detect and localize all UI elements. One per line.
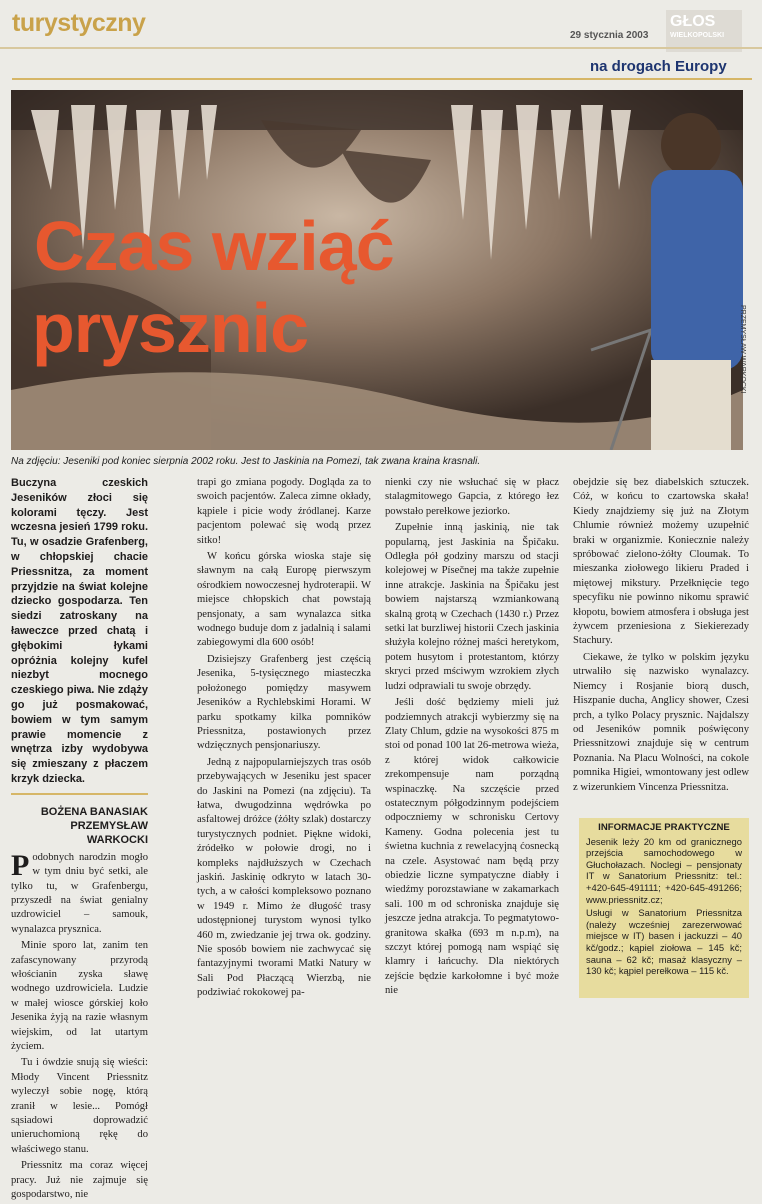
paragraph: Dzisiejszy Grafenberg jest częścią Jesenika, 5-tysięcznego miasteczka położonego pomiędzy masywem Jeseników a Rychlebskimi Horami. W parku spotkamy kilka pomników Priessnitza, postawionych przez wdzięcznych pensjonariuszy. — [197, 653, 371, 752]
paragraph: Jeśli dość będziemy mieli już podziemnych atrakcji wybierzmy się na Zlaty Chlum, gdzie na wysokości 875 m stoi od ponad 100 lat 26-metrowa wieża, z której widok całkowicie zrekompensuje nam porządną wspinaczkę. Na szczęście przed ostatecznym półgodzinnym podejściem odpoczniemy w schronisku Certovy Kameny. Godna polecenia jest tu świetna kuchnia z rewelacyjną ćosnecką na czele. Asystować nam będą przy obiedzie liczne sympatyczne diabły i wiedźmy porozstawiane w zakamarkach sali. 100 m od schroniska znajduje się jeszcze jedna atrakcja. To pegmatytowo-granitowa skałka (693 m n.p.m), na szczyt której pomogą nam wspiąć się klamry i łańcuchy. Dla niektórych zejście będzie karkołomne i być może nie — [385, 697, 559, 997]
paragraph: Jedną z najpopularniejszych tras osób przebywających w Jeseniku jest spacer do Jaskini na Pomezi (na zdjęciu). Ta łatwa, dwugodzinna wędrówka po asfaltowej dróżce (żółty szlak) dostarczy turystycznych podniet. Piękne widoki, źródełko w połowie drogi, no i kompleks najdłuższych w Czechach jaskiń. Jaskinię odkryto w latach 30-tych, a w całości kompleksowo poznano w 1949 r. Mimo że długość trasy udostępnionej turystom wynosi tylko 460 m, zwiedzanie jej trwa ok. godziny. Nie sposób bowiem nie zachwycać się fantazyjnymi tworami Matki Natury w Sali Pod Płaczącą Wierzbą, nie podziwiać rokokowej pa- — [197, 756, 371, 999]
practical-info-box — [579, 818, 749, 998]
photo-credit: PRZEMYSŁAW WARKOCKI — [739, 305, 746, 394]
info-paragraph: Usługi w Sanatorium Priessnitza (należy wcześniej zarezerwować miejsce w IT) basen i jackuzzi – 40 kč/godz.; kąpiel ziołowa – 145 kč; sauna – 62 kč; masaż klasyczny – 130 kč; kąpiel perełkowa – 115 kč. — [586, 907, 742, 977]
paragraph: obejdzie się bez diabelskich sztuczek. Cóż, w końcu to czartowska skała! Kiedy znajdziemy się już na Złotym Chlumie również możemy uzupełnić braki w organizmie. Koniecznie należy spróbować zielono-żółty Cloumak. To mieszanka ziołowego likieru Praded i miętowej mikstury. Przełknięcie tego specyfiku nie powinno nikomu sprawić kłopotu, bowiem atmosfera i obsługa jest żywcem przeniesiona z Siekierezady Stachury. — [573, 477, 749, 647]
logo-text: GŁOS — [670, 13, 716, 30]
paragraph-text: odobnych narodzin mogło w tym dniu być setki, ale tylko tu, w Grafenbergu, przyszedł na świat genialny uzdrowiciel – samouk, wynalazca prysznica. — [11, 851, 148, 935]
header-rule — [0, 47, 762, 49]
article-column-2 — [197, 476, 371, 1003]
paragraph: trapi go zmiana pogody. Dogląda za to swoich pacjentów. Zaleca zimne okłady, kąpiele i picie wody źródlanej. Karze pacjentom polewać się wodą przez sitko! — [197, 477, 371, 546]
headline-line-1: Czas wziąć — [34, 207, 394, 285]
kicker: na drogach Europy — [590, 58, 727, 75]
paragraph: Minie sporo lat, zanim ten zafascynowany przyrodą włościanin zyska sławę wodnego uzdrowiciela. Ludzie w małej wiosce górskiej koło Jesenika żyją na razie własnym wiejskim, od lat utartym życiem. — [11, 940, 148, 1053]
headline — [34, 205, 394, 369]
article-column-3 — [385, 476, 559, 1001]
info-box-title: INFORMACJE PRAKTYCZNE — [598, 822, 730, 833]
kicker-rule — [12, 78, 752, 80]
logo-subtext: WIELKOPOLSKI — [670, 32, 725, 39]
issue-date: 29 stycznia 2003 — [570, 30, 649, 41]
paragraph: nienki czy nie wsłuchać się w płacz stalagmitowego Gapcia, z którego łez powstało perełkowe jeziorko. — [385, 477, 559, 517]
paragraph: W końcu górska wioska staje się sławnym na całą Europę pierwszym ośrodkiem nowoczesnej hydroterapii. W miejsce chłopskich chat powstają pensjonaty, a sam wynalazca sitka wodnego buduje dom z jadalnią i salami zabiegowymi dla 600 osób! — [197, 551, 371, 649]
paragraph: Ciekawe, że tylko w polskim języku utrwaliło się nazwisko wynalazcy. Niemcy i Rosjanie biorą dusch, Hiszpanie ducha, Anglicy shower, Czesi prch, a tylko Polacy prysznic. Najdalszy od Jeseników pomnik poświęcony Priessnitzowi znajduje się w centrum Poznania. Na Placu Wolności, na cokole pomnika Higiei, wmontowany jest odlew z wizerunkiem Vincenza Priessnitza. — [573, 651, 749, 793]
paragraph: Zupełnie inną jaskinią, nie tak popularną, jest Jaskinia na Špičaku. Odległa pół godziny marszu od stacji kolejowej w Písečnej ma także zupełnie inne atrakcje. Jaskinia na Špičaku jest bowiem najstarszą wzmiankowaną skalną grotą w Czechach (1430 r.) Przez setki lat burzliwej historii Czech jaskinia służyła kolejno różnej maści heretykom, potem husytom i protestantom, którzy skryci przed mściwym wzrokiem złych ludzi odprawiali tu swoje obrzędy. — [385, 522, 559, 692]
author-name: PRZEMYSŁAW WARKOCKI — [70, 819, 148, 846]
newspaper-logo — [666, 10, 742, 52]
paragraph: Priessnitz ma coraz więcej pracy. Już nie zajmuje się gospodarstwo, nie — [11, 1160, 148, 1201]
paragraph — [11, 848, 148, 937]
section-title: turystyczny — [12, 9, 146, 37]
author-rule — [11, 793, 148, 795]
paragraph: Tu i ówdzie snują się wieści: Młody Vincent Priessnitz wyleczył sobie nogę, którą zranił w lesie... Pomógł sąsiadowi doprowadzić unieruchomioną rękę do właściwego stanu. — [11, 1057, 148, 1155]
author-name: BOŻENA BANASIAK — [40, 805, 148, 818]
article-column-4 — [573, 476, 749, 797]
drop-cap: P — [11, 848, 30, 882]
article-authors — [11, 805, 148, 847]
article-column-1 — [11, 476, 148, 1204]
headline-line-2: prysznic — [32, 289, 308, 367]
info-paragraph: Jesenik leży 20 km od granicznego przejścia samochodowego w Głuchołazach. Noclegi – pensjonaty IT w Sanatorium Priessnitz: tel.: +420-645-491111; +420-645-491266; www.priessnitz.cz; — [586, 835, 742, 905]
article-lead: Buczyna czeskich Jeseników złoci się kolorami tęczy. Jest wczesna jesień 1799 roku. Tu, w osadzie Grafenberg, w chłopskiej chacie Priessnitza, za moment przyjdzie na świat kolejne dziecko gospodarza. Ten siedzi zatroskany na ławeczce przed chatą i głębokimi łykami opróżnia kolejny kufel niezbyt mocnego czeskiego piwa. Nie zdąży go już posmakować, bowiem w tym samym prawie momencie z wnętrza izby wydobywa się zmieszany z płaczem krzyk dziecka. — [11, 477, 148, 785]
photo-caption: Na zdjęciu: Jeseniki pod koniec sierpnia 2002 roku. Jest to Jaskinia na Pomezi, tak zwana kraina krasnali. — [11, 456, 481, 467]
